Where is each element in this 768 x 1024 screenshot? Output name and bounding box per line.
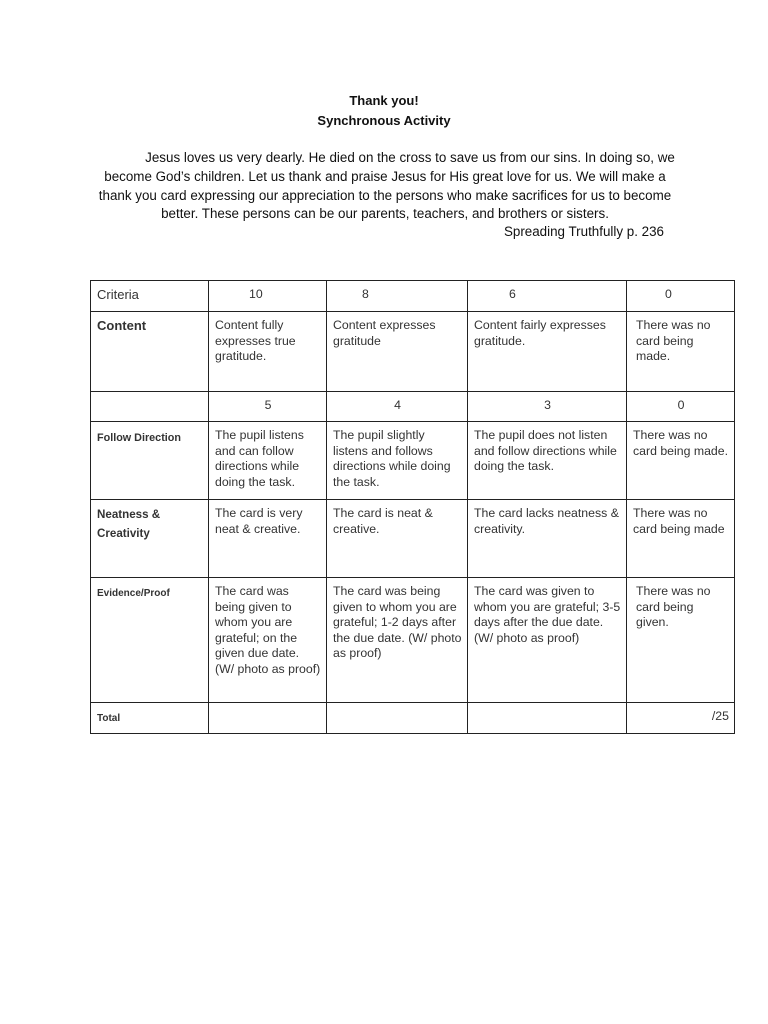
content-cell-8: Content expresses gratitude: [327, 312, 468, 392]
rubric-table: [90, 280, 735, 734]
criterion-follow-direction: Follow Direction: [91, 422, 209, 500]
rubric-row-total: [91, 703, 735, 734]
total-blank-3: [468, 703, 627, 734]
document-subtitle: Synchronous Activity: [317, 113, 451, 128]
rubric-row-evidence: [91, 578, 735, 703]
score-3: 3: [468, 392, 627, 422]
rubric-score-row: [91, 392, 735, 422]
rubric-row-neatness: [91, 500, 735, 578]
follow-cell-4: The pupil slightly listens and follows directions while doing the task.: [327, 422, 468, 500]
neatness-cell-5: The card is very neat & creative.: [209, 500, 327, 578]
total-blank-1: [209, 703, 327, 734]
evidence-cell-3: The card was given to whom you are grateful; 3-5 days after the due date. (W/ photo as proof): [468, 578, 627, 703]
total-label: Total: [91, 703, 209, 734]
total-score: /25: [627, 703, 735, 734]
intro-paragraph-text: Jesus loves us very dearly. He died on the cross to save us from our sins. In doing so, we become God’s children. Let us thank and praise Jesus for His great love for us. We will make a thank you card expressing our appreciation to the persons who make sacrifices for us to become better. These persons can be our parents, teachers, and brothers or sisters.: [98, 150, 675, 222]
intro-paragraph: [90, 149, 680, 224]
score-4: 4: [327, 392, 468, 422]
follow-cell-0: There was no card being made.: [627, 422, 735, 500]
criterion-neatness-creativity: Neatness & Creativity: [91, 500, 209, 578]
document-title: Thank you!: [349, 93, 419, 108]
rubric-row-content: [91, 312, 735, 392]
content-cell-6: Content fairly expresses gratitude.: [468, 312, 627, 392]
criteria-header: Criteria: [91, 281, 209, 312]
score-header-6: 6: [468, 281, 627, 312]
neatness-cell-4: The card is neat & creative.: [327, 500, 468, 578]
rubric-header-row: [91, 281, 735, 312]
criterion-evidence-proof: Evidence/Proof: [91, 578, 209, 703]
neatness-cell-0: There was no card being made: [627, 500, 735, 578]
score-header-8: 8: [327, 281, 468, 312]
neatness-cell-3: The card lacks neatness & creativity.: [468, 500, 627, 578]
total-blank-2: [327, 703, 468, 734]
criterion-content: Content: [91, 312, 209, 392]
content-cell-10: Content fully expresses true gratitude.: [209, 312, 327, 392]
score-header-0: 0: [627, 281, 735, 312]
score-header-10: 10: [209, 281, 327, 312]
content-cell-0: There was no card being made.: [627, 312, 735, 392]
evidence-cell-0: There was no card being given.: [627, 578, 735, 703]
evidence-cell-5: The card was being given to whom you are grateful; on the given due date. (W/ photo as proof): [209, 578, 327, 703]
source-citation: Spreading Truthfully p. 236: [503, 224, 664, 239]
score-0: 0: [627, 392, 735, 422]
rubric-row-follow-direction: [91, 422, 735, 500]
score-row-blank: [91, 392, 209, 422]
follow-cell-3: The pupil does not listen and follow directions while doing the task.: [468, 422, 627, 500]
score-5: 5: [209, 392, 327, 422]
follow-cell-5: The pupil listens and can follow directions while doing the task.: [209, 422, 327, 500]
evidence-cell-4: The card was being given to whom you are grateful; 1-2 days after the due date. (W/ photo as proof): [327, 578, 468, 703]
